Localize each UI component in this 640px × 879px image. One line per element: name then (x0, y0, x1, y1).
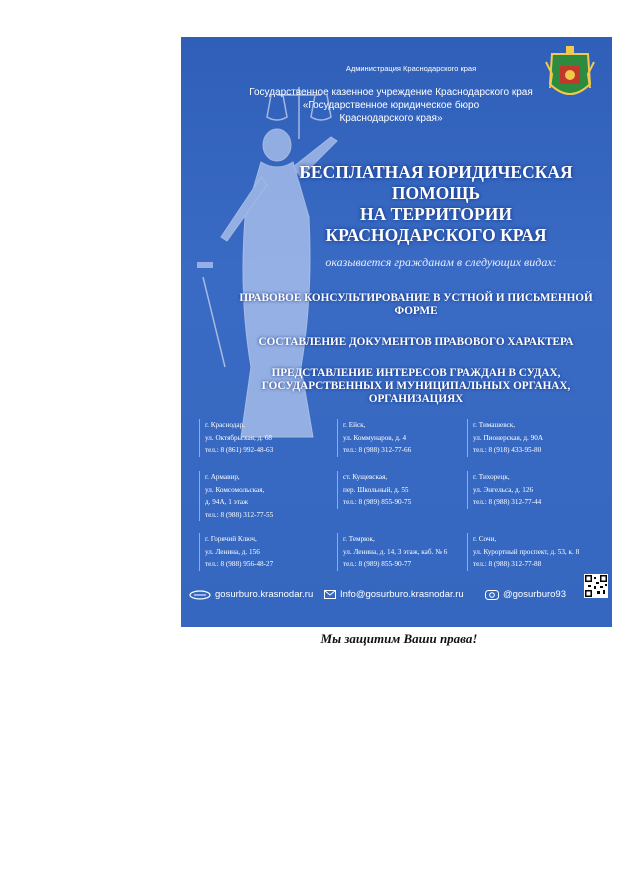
website-contact[interactable] (189, 589, 313, 600)
office-card: г. Тимашевск, ул. Пионерская, д. 90А тел.: 8 (918) 433-95-80 (467, 419, 601, 457)
office-card: г. Тихорецк, ул. Энгельса, д. 126 тел.: 8 (988) 312-77-44 (467, 471, 601, 509)
service-representation: ПРЕДСТАВЛЕНИЕ ИНТЕРЕСОВ ГРАЖДАН В СУДАХ, ГОСУДАРСТВЕННЫХ И МУНИЦИПАЛЬНЫХ ОРГАНАХ, ОРГАНИЗАЦИЯХ (261, 367, 571, 405)
instagram-contact[interactable] (485, 589, 566, 600)
headline: БЕСПЛАТНАЯ ЮРИДИЧЕСКАЯ ПОМОЩЬ НА ТЕРРИТОРИИ КРАСНОДАРСКОГО КРАЯ (299, 162, 573, 245)
service-consulting: ПРАВОВОЕ КОНСУЛЬТИРОВАНИЕ В УСТНОЙ И ПИСЬМЕННОЙ ФОРМЕ (239, 292, 593, 317)
poster-background (181, 37, 612, 627)
office-card: г. Темрюк, ул. Ленина, д. 14, 3 этаж, каб. № 6 тел.: 8 (989) 855-90-77 (337, 533, 471, 571)
contacts-bar (189, 586, 599, 604)
web-icon (189, 590, 211, 600)
instagram-link[interactable]: @gosurburo93 (503, 589, 566, 600)
office-card: г. Ейск, ул. Коммунаров, д. 4 тел.: 8 (988) 312-77-66 (337, 419, 471, 457)
office-card: г. Горячий Ключ, ул. Ленина, д. 156 тел.: 8 (988) 956-48-27 (199, 533, 333, 571)
office-card: г. Сочи, ул. Курортный проспект, д. 53, к. 8 тел.: 8 (988) 312-77-88 (467, 533, 601, 571)
coat-of-arms-emblem (544, 44, 596, 106)
poster (181, 37, 612, 653)
administration-label: Администрация Краснодарского края (345, 64, 477, 73)
subheadline: оказывается гражданам в следующих видах: (325, 255, 557, 269)
instagram-icon (485, 590, 499, 600)
office-card: ст. Кущевская, пер. Школьный, д. 55 тел.: 8 (989) 855-90-75 (337, 471, 471, 509)
offices-grid (199, 419, 604, 571)
qr-code[interactable] (584, 574, 608, 598)
email-link[interactable]: Info@gosurburo.krasnodar.ru (340, 589, 464, 600)
mail-icon (324, 590, 336, 599)
service-documents: СОСТАВЛЕНИЕ ДОКУМЕНТОВ ПРАВОВОГО ХАРАКТЕРА (258, 336, 574, 348)
slogan: Мы защитим Ваши права! (320, 631, 478, 646)
office-card: г. Краснодар, ул. Октябрьская, д. 68 тел.: 8 (861) 992-48-63 (199, 419, 333, 457)
email-contact[interactable] (324, 589, 464, 600)
organization-name: Государственное казенное учреждение Краснодарского края «Государственное юридическое бюро Краснодарского края» (249, 87, 533, 124)
website-link[interactable]: gosurburo.krasnodar.ru (215, 589, 314, 600)
office-card: г. Армавир, ул. Комсомольская, д. 94А, 1 этаж тел.: 8 (988) 312-77-55 (199, 471, 333, 521)
